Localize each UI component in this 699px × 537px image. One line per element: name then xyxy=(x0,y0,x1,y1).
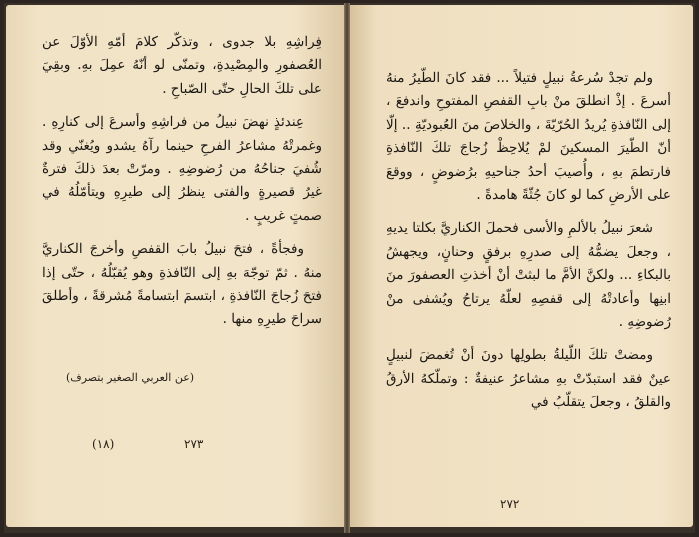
left-page-number: ٢٧٣ xyxy=(184,437,204,451)
book-spread xyxy=(4,3,695,533)
right-page-text xyxy=(386,67,671,415)
right-paragraph-2: شعرَ نبيلُ بالألمِ والأسى فحملَ الكناريَّ بكلتا يديهِ ، وجعلَ يضمُّهُ إلى صدرِهِ برفقٍ وحنانٍ، ويجهشُ بالبكاءِ ... ولكنَّ الأمَّ ما لبثتْ أنْ أخذتِ العصفورَ منَ ابنِها وأعادتْهُ إلى قفصِهِ لعلّهُ يرتاحُ ويُشفى منْ رُضوضِهِ . xyxy=(386,220,671,331)
left-paragraph-2: عِندئذٍ نهضَ نبيلُ من فراشِهِ وأسرعَ إلى كنارِهِ . وغمرتْهُ مشاعرُ الفرحِ حينما رآهُ يشدو ويُغنّي وقد شُفيَ جناحُهُ من رُضوضِهِ . ومرّتْ بعدَ ذلكَ فترةٌ غيرُ قصيرةٍ والفتى ينظرُ إلى طيرِهِ ويتأمّلُهُ في صمتٍ غريبٍ . xyxy=(42,114,322,224)
left-paragraph-1: فِراشِهِ بلا جدوى ، وتذكّر كلامَ أمّهِ الأوّلَ عن العُصفورِ والمِصْيدةِ، وتمنّى لو أنّهُ عمِلَ بهِ. وبقِيَ على تلكَ الحالِ حتّى الصّباحِ . xyxy=(42,34,322,97)
chapter-page-number: (١٨) xyxy=(92,437,115,451)
left-page-text xyxy=(42,31,322,332)
right-page-number: ٢٧٢ xyxy=(500,497,520,511)
right-paragraph-3: ومضتْ تلكَ اللّيلةُ بطولِها دونَ أنْ تُغمضَ لنبيلٍ عينٌ فقد استبدّتْ بهِ مشاعرُ عنيفةٌ : وتملّكهُ الأرقُ والقلقُ ، وجعلَ يتقلّبُ في xyxy=(386,347,671,411)
right-paragraph-1: ولم تجدْ سُرعةُ نبيلٍ فتيلاً ... فقد كانَ الطّيرُ منهُ أسرعَ . إذْ انطلقَ منْ بابِ القفصِ المفتوحِ واندفعَ ، إلى النّافذةِ يُريدُ الحُرّيّةَ ، والخلاصَ منَ العُبوديّةِ .. إلّا أنّ الطّيرَ المسكينَ لمْ يُلاحِظْ زُجاجَ تلكَ النّافذةِ فارتطمَ بهِ ، وأُصيبَ أحدُ جناحيهِ برُضوضٍ ، ووقعَ على الأرضِ كما لو كانَ جُثّةً هامدةً . xyxy=(386,70,671,204)
left-paragraph-3: وفجأةً ، فتحَ نبيلُ بابَ القفصِ وأخرجَ الكناريَّ منهُ . ثمّ توجّهَ بهِ إلى النّافذةِ وهو يُقبّلُهُ ، حتّى إذا فتحَ زُجاجَ النّافذةِ ، ابتسمَ ابتسامةً مُشرقةً ، وأطلقَ سراحَ طيرِهِ منها . xyxy=(42,241,322,328)
left-page xyxy=(6,5,344,527)
source-note: (عن العربي الصغير بتصرف) xyxy=(66,371,195,384)
right-page xyxy=(350,5,693,527)
